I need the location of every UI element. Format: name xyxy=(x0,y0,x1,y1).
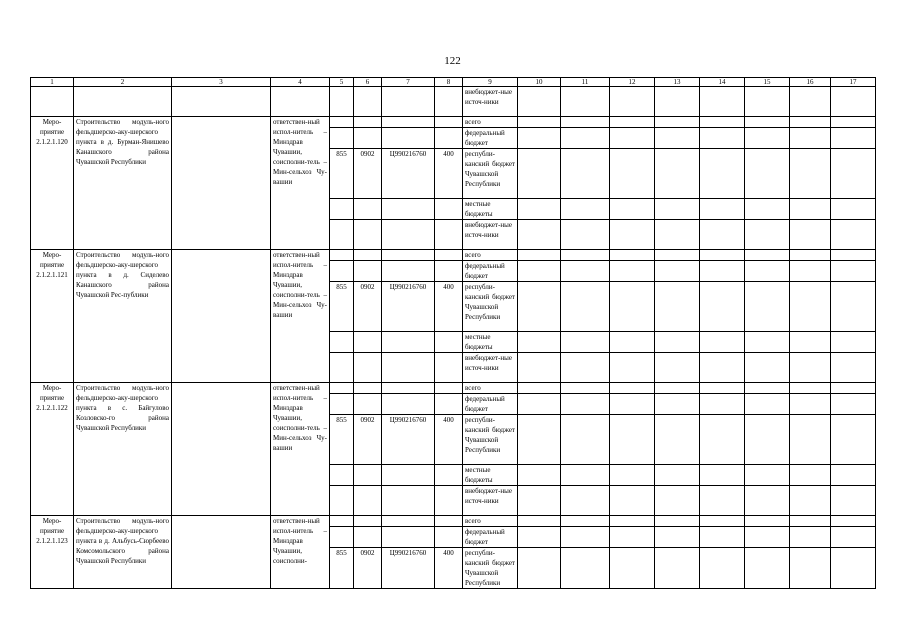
table-cell xyxy=(610,415,655,465)
table-cell xyxy=(700,149,745,199)
funding-source: федеральный бюджет xyxy=(463,128,518,149)
table-cell xyxy=(655,282,700,332)
table-cell xyxy=(330,220,354,250)
funding-source: республи-канский бюджет Чувашской Республики xyxy=(463,282,518,332)
table-cell xyxy=(354,486,382,516)
table-cell xyxy=(610,87,655,117)
table-row xyxy=(31,117,876,128)
table-cell xyxy=(790,548,831,589)
table-cell xyxy=(790,394,831,415)
table-cell xyxy=(382,261,435,282)
table-cell xyxy=(610,261,655,282)
table-cell xyxy=(435,332,463,353)
table-cell xyxy=(831,394,876,415)
table-cell xyxy=(831,353,876,383)
table-cell xyxy=(655,527,700,548)
table-cell xyxy=(610,383,655,394)
table-cell xyxy=(745,250,790,261)
funding-source: внебюджет-ные источ-ники xyxy=(463,87,518,117)
table-cell xyxy=(700,383,745,394)
column-header: 12 xyxy=(610,78,655,87)
measure-executor: ответствен-ный испол-нитель – Минздрав Чувашии, соисполни-тель – Мин-сельхоз Чу-вашии xyxy=(271,383,330,516)
column-header: 17 xyxy=(831,78,876,87)
table-cell xyxy=(700,250,745,261)
table-cell xyxy=(655,149,700,199)
measure-label: Меро-приятие 2.1.2.1.122 xyxy=(31,383,74,516)
table-cell xyxy=(831,383,876,394)
header-row xyxy=(31,78,876,87)
table-cell xyxy=(354,220,382,250)
table-cell xyxy=(435,128,463,149)
funding-source: всего xyxy=(463,250,518,261)
table-cell xyxy=(172,516,271,589)
table-cell xyxy=(655,220,700,250)
table-cell xyxy=(354,87,382,117)
table-cell xyxy=(518,250,561,261)
funding-source: республи-канский бюджет Чувашской Республики xyxy=(463,149,518,199)
table-cell xyxy=(330,87,354,117)
table-cell xyxy=(435,117,463,128)
table-cell xyxy=(610,486,655,516)
table-cell xyxy=(330,383,354,394)
table-cell xyxy=(790,261,831,282)
table-cell xyxy=(745,516,790,527)
table-cell xyxy=(655,548,700,589)
column-header: 8 xyxy=(435,78,463,87)
code-vr: 400 xyxy=(435,149,463,199)
measure-name: Строительство модуль-ного фельдшерско-аку-шерского пункта в д. Альбусь-Сюрбеево Комсомольского района Чувашской Республики xyxy=(74,516,172,589)
table-cell xyxy=(561,117,610,128)
table-cell xyxy=(354,465,382,486)
column-header: 7 xyxy=(382,78,435,87)
measure-executor: ответствен-ный испол-нитель – Минздрав Чувашии, соисполни- xyxy=(271,516,330,589)
table-cell xyxy=(831,149,876,199)
table-cell xyxy=(435,250,463,261)
table-cell xyxy=(330,332,354,353)
table-cell xyxy=(382,199,435,220)
column-header: 11 xyxy=(561,78,610,87)
measure-label: Меро-приятие 2.1.2.1.123 xyxy=(31,516,74,589)
code-vr: 400 xyxy=(435,415,463,465)
table-cell xyxy=(74,87,172,117)
table-cell xyxy=(700,199,745,220)
table-cell xyxy=(382,486,435,516)
table-cell xyxy=(172,117,271,250)
table-cell xyxy=(745,465,790,486)
table-cell xyxy=(790,465,831,486)
table-cell xyxy=(831,87,876,117)
table-cell xyxy=(435,516,463,527)
table-cell xyxy=(561,87,610,117)
table-cell xyxy=(518,353,561,383)
table-cell xyxy=(831,220,876,250)
table-cell xyxy=(354,250,382,261)
table-cell xyxy=(330,516,354,527)
table-cell xyxy=(831,261,876,282)
table-cell xyxy=(790,128,831,149)
table-cell xyxy=(435,383,463,394)
funding-source: республи-канский бюджет Чувашской Республики xyxy=(463,415,518,465)
table-cell xyxy=(745,87,790,117)
table-cell xyxy=(745,527,790,548)
table-cell xyxy=(655,128,700,149)
table-cell xyxy=(610,250,655,261)
funding-source: местные бюджеты xyxy=(463,199,518,220)
table-cell xyxy=(745,128,790,149)
table-cell xyxy=(700,128,745,149)
page-number: 122 xyxy=(444,55,461,67)
table-cell xyxy=(655,486,700,516)
table-cell xyxy=(354,383,382,394)
table-cell xyxy=(561,383,610,394)
column-header: 16 xyxy=(790,78,831,87)
table-row xyxy=(31,87,876,117)
table-cell xyxy=(435,465,463,486)
table-cell xyxy=(518,332,561,353)
table-cell xyxy=(435,527,463,548)
table-cell xyxy=(700,527,745,548)
table-cell xyxy=(518,261,561,282)
table-cell xyxy=(518,282,561,332)
table-cell xyxy=(745,332,790,353)
column-header: 9 xyxy=(463,78,518,87)
table-cell xyxy=(172,87,271,117)
column-header: 1 xyxy=(31,78,74,87)
table-cell xyxy=(435,394,463,415)
funding-source: всего xyxy=(463,516,518,527)
table-cell xyxy=(700,415,745,465)
table-cell xyxy=(790,282,831,332)
table-cell xyxy=(745,486,790,516)
code-csr: Ц990216760 xyxy=(382,282,435,332)
table-cell xyxy=(790,353,831,383)
table-cell xyxy=(655,516,700,527)
table-cell xyxy=(561,516,610,527)
table-cell xyxy=(700,282,745,332)
table-cell xyxy=(745,261,790,282)
table-cell xyxy=(655,199,700,220)
table-cell xyxy=(790,117,831,128)
table-cell xyxy=(790,250,831,261)
table-cell xyxy=(435,261,463,282)
column-header: 5 xyxy=(330,78,354,87)
table-cell xyxy=(382,87,435,117)
table-cell xyxy=(354,332,382,353)
table-cell xyxy=(382,220,435,250)
column-header: 14 xyxy=(700,78,745,87)
table-cell xyxy=(435,87,463,117)
table-cell xyxy=(330,486,354,516)
table-cell xyxy=(354,353,382,383)
table-cell xyxy=(271,87,330,117)
table-cell xyxy=(700,117,745,128)
table-cell xyxy=(790,220,831,250)
table-cell xyxy=(330,527,354,548)
funding-source: местные бюджеты xyxy=(463,465,518,486)
table-cell xyxy=(655,332,700,353)
table-cell xyxy=(382,383,435,394)
table-cell xyxy=(561,282,610,332)
table-cell xyxy=(745,548,790,589)
table-cell xyxy=(382,465,435,486)
table-cell xyxy=(435,220,463,250)
table-cell xyxy=(518,87,561,117)
table-cell xyxy=(745,415,790,465)
column-header: 3 xyxy=(172,78,271,87)
table-cell xyxy=(31,87,74,117)
table-cell xyxy=(610,394,655,415)
table-row xyxy=(31,516,876,527)
table-cell xyxy=(655,87,700,117)
table-cell xyxy=(831,415,876,465)
table-cell xyxy=(518,465,561,486)
code-rzpr: 0902 xyxy=(354,415,382,465)
table-cell xyxy=(561,465,610,486)
table-cell xyxy=(790,527,831,548)
table-cell xyxy=(655,383,700,394)
table-cell xyxy=(700,486,745,516)
table-cell xyxy=(354,527,382,548)
table-cell xyxy=(831,282,876,332)
table-cell xyxy=(790,383,831,394)
table-cell xyxy=(561,220,610,250)
table-cell xyxy=(354,199,382,220)
table-cell xyxy=(610,220,655,250)
table-cell xyxy=(745,199,790,220)
table-cell xyxy=(518,415,561,465)
code-rzpr: 0902 xyxy=(354,548,382,589)
table-cell xyxy=(610,527,655,548)
table-cell xyxy=(382,353,435,383)
measure-name: Строительство модуль-ного фельдшерско-аку-шерского пункта в д. Бурман-Янишево Канашского района Чувашской Республики xyxy=(74,117,172,250)
table-cell xyxy=(790,199,831,220)
table-cell xyxy=(330,117,354,128)
table-cell xyxy=(610,128,655,149)
table-cell xyxy=(561,250,610,261)
code-grbs: 855 xyxy=(330,282,354,332)
table-cell xyxy=(610,516,655,527)
code-vr: 400 xyxy=(435,282,463,332)
table-cell xyxy=(831,548,876,589)
table-cell xyxy=(435,353,463,383)
table-cell xyxy=(610,117,655,128)
table-cell xyxy=(518,394,561,415)
table-cell xyxy=(831,199,876,220)
measure-name: Строительство модуль-ного фельдшерско-аку-шерского пункта в с. Байгулово Козловско-го района Чувашской Республики xyxy=(74,383,172,516)
code-rzpr: 0902 xyxy=(354,282,382,332)
table-cell xyxy=(655,415,700,465)
table-cell xyxy=(561,415,610,465)
code-rzpr: 0902 xyxy=(354,149,382,199)
table-cell xyxy=(518,548,561,589)
table-cell xyxy=(561,353,610,383)
table-cell xyxy=(561,394,610,415)
table-cell xyxy=(700,516,745,527)
budget-table xyxy=(30,77,876,589)
table-cell xyxy=(831,516,876,527)
funding-source: всего xyxy=(463,117,518,128)
measure-executor: ответствен-ный испол-нитель – Минздрав Чувашии, соисполни-тель – Мин-сельхоз Чу-вашии xyxy=(271,117,330,250)
table-cell xyxy=(745,149,790,199)
table-cell xyxy=(354,261,382,282)
table-cell xyxy=(518,516,561,527)
table-cell xyxy=(655,261,700,282)
table-cell xyxy=(518,199,561,220)
table-cell xyxy=(330,199,354,220)
table-cell xyxy=(561,548,610,589)
table-cell xyxy=(790,516,831,527)
table-cell xyxy=(518,149,561,199)
table-cell xyxy=(330,261,354,282)
table-cell xyxy=(330,353,354,383)
table-cell xyxy=(330,250,354,261)
funding-source: федеральный бюджет xyxy=(463,261,518,282)
table-cell xyxy=(561,527,610,548)
table-cell xyxy=(700,465,745,486)
table-cell xyxy=(831,117,876,128)
column-header: 6 xyxy=(354,78,382,87)
table-cell xyxy=(382,250,435,261)
funding-source: всего xyxy=(463,383,518,394)
column-header: 2 xyxy=(74,78,172,87)
measure-label: Меро-приятие 2.1.2.1.120 xyxy=(31,117,74,250)
table-cell xyxy=(831,527,876,548)
code-grbs: 855 xyxy=(330,415,354,465)
table-cell xyxy=(700,394,745,415)
table-cell xyxy=(330,128,354,149)
table-cell xyxy=(700,353,745,383)
table-cell xyxy=(831,465,876,486)
table-cell xyxy=(745,282,790,332)
table-cell xyxy=(382,516,435,527)
table-cell xyxy=(655,394,700,415)
table-cell xyxy=(610,332,655,353)
table-cell xyxy=(700,261,745,282)
table-cell xyxy=(790,332,831,353)
column-header: 13 xyxy=(655,78,700,87)
table-cell xyxy=(561,199,610,220)
code-csr: Ц990216760 xyxy=(382,548,435,589)
column-header: 15 xyxy=(745,78,790,87)
code-vr: 400 xyxy=(435,548,463,589)
table-cell xyxy=(561,486,610,516)
table-row xyxy=(31,250,876,261)
table-cell xyxy=(561,332,610,353)
table-cell xyxy=(790,486,831,516)
table-cell xyxy=(790,87,831,117)
funding-source: федеральный бюджет xyxy=(463,527,518,548)
table-cell xyxy=(610,149,655,199)
table-cell xyxy=(745,353,790,383)
table-cell xyxy=(831,128,876,149)
table-cell xyxy=(745,117,790,128)
table-cell xyxy=(700,87,745,117)
table-cell xyxy=(330,465,354,486)
funding-source: внебюджет-ные источ-ники xyxy=(463,220,518,250)
table-cell xyxy=(330,394,354,415)
table-cell xyxy=(172,383,271,516)
measure-name: Строительство модуль-ного фельдшерско-аку-шерского пункта в д. Сиделево Канашского района Чувашской Рес-публики xyxy=(74,250,172,383)
table-cell xyxy=(831,486,876,516)
table-cell xyxy=(518,117,561,128)
table-cell xyxy=(382,128,435,149)
table-cell xyxy=(610,548,655,589)
table-cell xyxy=(561,261,610,282)
table-cell xyxy=(382,117,435,128)
table-cell xyxy=(518,383,561,394)
table-cell xyxy=(745,394,790,415)
table-cell xyxy=(172,250,271,383)
table-cell xyxy=(382,394,435,415)
table-cell xyxy=(700,332,745,353)
table-cell xyxy=(382,527,435,548)
table-cell xyxy=(518,527,561,548)
funding-source: республи-канский бюджет Чувашской Республики xyxy=(463,548,518,589)
funding-source: федеральный бюджет xyxy=(463,394,518,415)
funding-source: внебюджет-ные источ-ники xyxy=(463,486,518,516)
measure-label: Меро-приятие 2.1.2.1.121 xyxy=(31,250,74,383)
table-cell xyxy=(518,128,561,149)
column-header: 10 xyxy=(518,78,561,87)
code-csr: Ц990216760 xyxy=(382,149,435,199)
table-cell xyxy=(655,353,700,383)
table-cell xyxy=(745,383,790,394)
code-csr: Ц990216760 xyxy=(382,415,435,465)
table-cell xyxy=(610,199,655,220)
table-cell xyxy=(831,250,876,261)
table-cell xyxy=(790,415,831,465)
table-cell xyxy=(435,486,463,516)
table-cell xyxy=(561,149,610,199)
table-cell xyxy=(610,465,655,486)
table-cell xyxy=(745,220,790,250)
table-cell xyxy=(610,282,655,332)
table-cell xyxy=(354,516,382,527)
funding-source: местные бюджеты xyxy=(463,332,518,353)
table-cell xyxy=(610,353,655,383)
table-cell xyxy=(354,117,382,128)
column-header: 4 xyxy=(271,78,330,87)
table-cell xyxy=(700,548,745,589)
table-cell xyxy=(382,332,435,353)
table-cell xyxy=(354,128,382,149)
table-cell xyxy=(518,220,561,250)
table-cell xyxy=(655,250,700,261)
table-cell xyxy=(655,117,700,128)
funding-source: внебюджет-ные источ-ники xyxy=(463,353,518,383)
table-row xyxy=(31,383,876,394)
code-grbs: 855 xyxy=(330,548,354,589)
table-cell xyxy=(831,332,876,353)
code-grbs: 855 xyxy=(330,149,354,199)
measure-executor: ответствен-ный испол-нитель – Минздрав Чувашии, соисполни-тель – Мин-сельхоз Чу-вашии xyxy=(271,250,330,383)
table-cell xyxy=(435,199,463,220)
table-cell xyxy=(700,220,745,250)
table-cell xyxy=(655,465,700,486)
table-cell xyxy=(354,394,382,415)
table-cell xyxy=(561,128,610,149)
table-cell xyxy=(518,486,561,516)
table-cell xyxy=(790,149,831,199)
